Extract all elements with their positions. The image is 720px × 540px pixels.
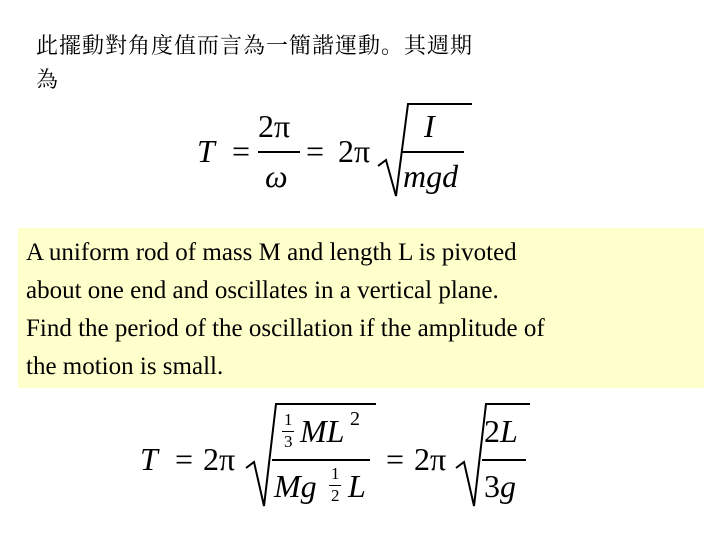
eq2-root-denominator: 3g (484, 468, 516, 504)
eq1-equals-2: = (306, 133, 325, 169)
eq1-root-numerator: I (424, 108, 435, 144)
eq2-num-frac-top: 1 (284, 410, 293, 429)
intro-text: 此擺動對角度值而言為一簡諧運動。其週期 為 (36, 34, 474, 93)
eq2-equals-1: = (175, 441, 194, 477)
eq2-main-fraction-bar (272, 459, 370, 461)
eq1-fraction-numerator: 2π (258, 108, 291, 144)
problem-text: A uniform rod of mass M and length L is pivoted about one end and oscillates in a vertical plane. Find the period of the oscillation if the amplitude of the motion is small. (26, 239, 545, 380)
eq2-root-numerator: 2L (484, 413, 518, 449)
eq2-coefficient-2: 2π (414, 441, 447, 477)
eq2-den-frac-bottom: 2 (331, 486, 340, 505)
eq2-equals-2: = (386, 441, 405, 477)
eq1-fraction-denominator: ω (265, 158, 288, 194)
eq1-coefficient: 2π (338, 133, 371, 169)
eq1-root-denominator: mgd (403, 158, 459, 194)
eq2-den-frac-top: 1 (331, 464, 340, 483)
eq1-T: T (197, 133, 215, 169)
eq2-coefficient-1: 2π (203, 441, 236, 477)
eq2-den-L: L (348, 468, 366, 504)
eq2-root-fraction-bar (482, 459, 526, 461)
eq2-den-Mg: Mg (274, 468, 317, 504)
eq2-num-exponent: 2 (350, 408, 360, 430)
eq1-equals-1: = (232, 133, 251, 169)
eq2-num-frac-bottom: 3 (284, 432, 293, 451)
eq2-num-ML: ML (300, 413, 345, 449)
eq2-T: T (140, 441, 158, 477)
